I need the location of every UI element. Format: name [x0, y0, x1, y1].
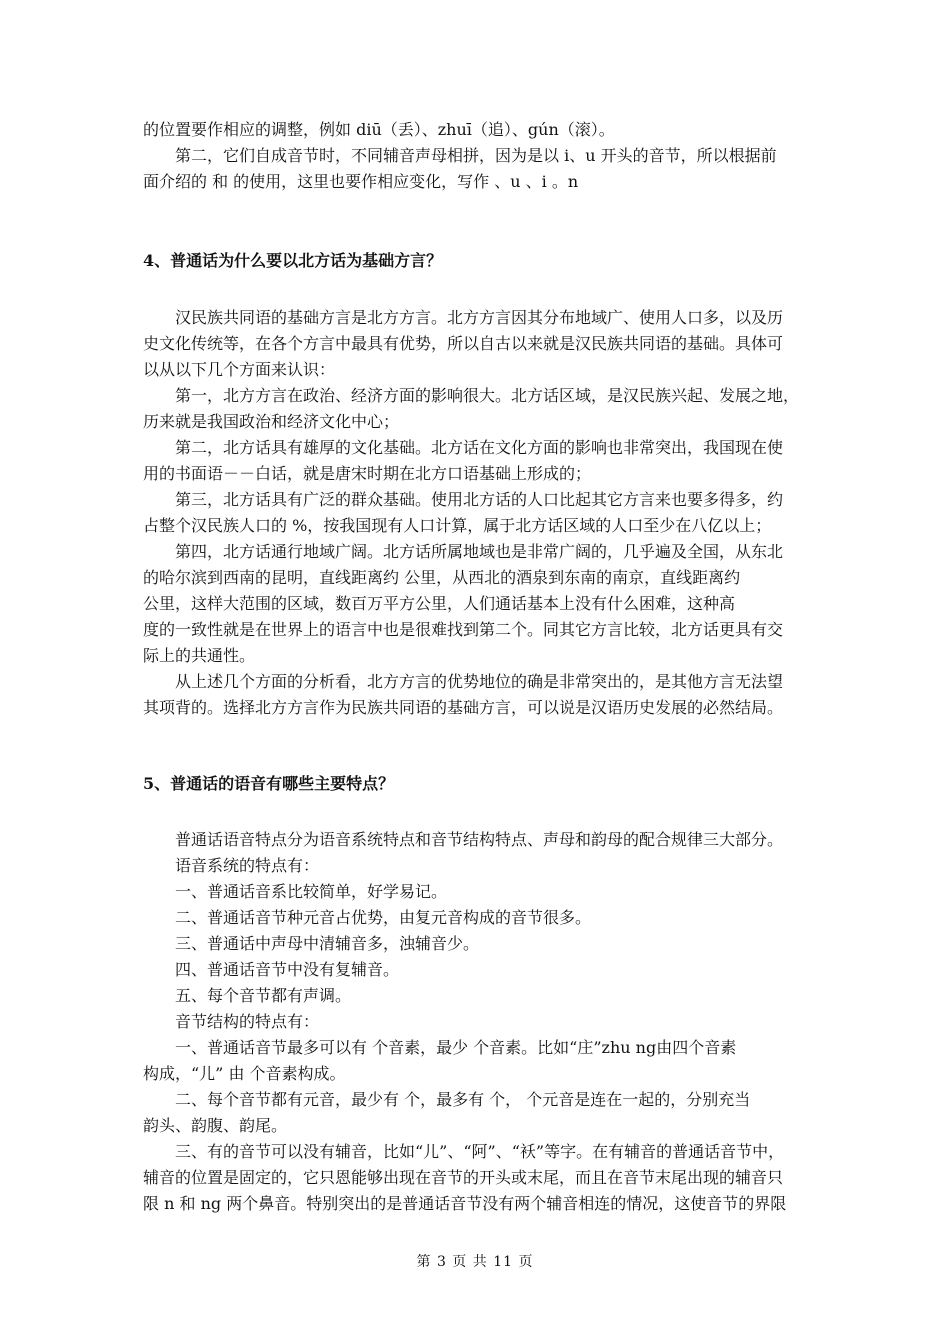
section-4-line: 第三，北方话具有广泛的群众基础。使用北方话的人口比起其它方言来也要多得多，约: [175, 490, 784, 509]
section-5-line: 一、普通话音系比较简单，好学易记。: [175, 882, 448, 901]
section-5-line: 构成，“儿” 由 个音素构成。: [143, 1064, 346, 1083]
section-4-line: 史文化传统等，在各个方言中最具有优势，所以自古以来就是汉民族共同语的基础。具体可: [143, 334, 784, 353]
section-4-line: 第一，北方方言在政治、经济方面的影响很大。北方话区域，是汉民族兴起、发展之地，: [175, 386, 800, 405]
section-4-line: 用的书面语－－白话，就是唐宋时期在北方口语基础上形成的；: [143, 464, 592, 483]
section-5-line: 二、普通话音节种元音占优势，由复元音构成的音节很多。: [175, 908, 592, 927]
section-5-line: 语音系统的特点有：: [175, 856, 320, 875]
section-5-line: 韵头、韵腹、韵尾。: [143, 1116, 288, 1135]
section-4-line: 际上的共通性。: [143, 646, 256, 665]
intro-line-2: 第二，它们自成音节时，不同辅音声母相拼，因为是以 i、u 开头的音节，所以根据前: [175, 146, 777, 165]
section-4-line: 的哈尔滨到西南的昆明，直线距离约 公里，从西北的酒泉到东南的南京，直线距离约: [143, 568, 741, 587]
section-5-line: 一、普通话音节最多可以有 个音素，最少 个音素。比如“庄”zhu ng由四个音素: [175, 1038, 737, 1057]
section-5-line: 三、有的音节可以没有辅音，比如“儿”、“阿”、“袄”等字。在有辅音的普通话音节中，: [175, 1142, 785, 1161]
section-4-line: 以从以下几个方面来认识：: [143, 360, 336, 379]
section-4-line: 第二，北方话具有雄厚的文化基础。北方话在文化方面的影响也非常突出，我国现在使: [175, 438, 784, 457]
section-5-line: 限 n 和 ng 两个鼻音。特别突出的是普通话音节没有两个辅音相连的情况，这使音节的界限: [143, 1194, 787, 1213]
section-5-line: 五、每个音节都有声调。: [175, 986, 352, 1005]
section-5-line: 三、普通话中声母中清辅音多，浊辅音少。: [175, 934, 480, 953]
section-4-line: 度的一致性就是在世界上的语言中也是很难找到第二个。同其它方言比较，北方话更具有交: [143, 620, 784, 639]
section-5-line: 二、每个音节都有元音，最少有 个，最多有 个， 个元音是连在一起的，分别充当: [175, 1090, 751, 1109]
section-4-line: 占整个汉民族人口的 %，按我国现有人口计算，属于北方话区域的人口至少在八亿以上；: [143, 516, 772, 535]
section-4-line: 其项背的。选择北方方言作为民族共同语的基础方言，可以说是汉语历史发展的必然结局。: [143, 698, 784, 717]
section-5-line: 四、普通话音节中没有复辅音。: [175, 960, 400, 979]
section-5-line: 辅音的位置是固定的，它只恩能够出现在音节的开头或末尾，而且在音节末尾出现的辅音只: [143, 1168, 784, 1187]
intro-line-1: 的位置要作相应的调整，例如 diū（丢）、zhuī（追）、gún（滚）。: [143, 120, 615, 139]
section-5-line: 音节结构的特点有：: [175, 1012, 320, 1031]
section-4-line: 公里，这样大范围的区域，数百万平方公里，人们通话基本上没有什么困难，这种高: [143, 594, 736, 613]
section-4-line: 汉民族共同语的基础方言是北方方言。北方方言因其分布地域广、使用人口多，以及历: [175, 308, 784, 327]
section-4-heading: 4、普通话为什么要以北方话为基础方言？: [143, 251, 443, 270]
section-4-line: 历来就是我国政治和经济文化中心；: [143, 412, 400, 431]
page-number-footer: 第 3 页 共 11 页: [416, 1254, 534, 1270]
section-5-heading: 5、普通话的语音有哪些主要特点？: [143, 774, 395, 793]
section-4-line: 从上述几个方面的分析看，北方方言的优势地位的确是非常突出的，是其他方言无法望: [175, 672, 784, 691]
section-4-line: 第四，北方话通行地域广阔。北方话所属地域也是非常广阔的，几乎遍及全国，从东北: [175, 542, 784, 561]
intro-line-3: 面介绍的 和 的使用，这里也要作相应变化，写作 、u 、i 。n: [143, 172, 579, 191]
section-5-line: 普通话语音特点分为语音系统特点和音节结构特点、声母和韵母的配合规律三大部分。: [175, 830, 784, 849]
